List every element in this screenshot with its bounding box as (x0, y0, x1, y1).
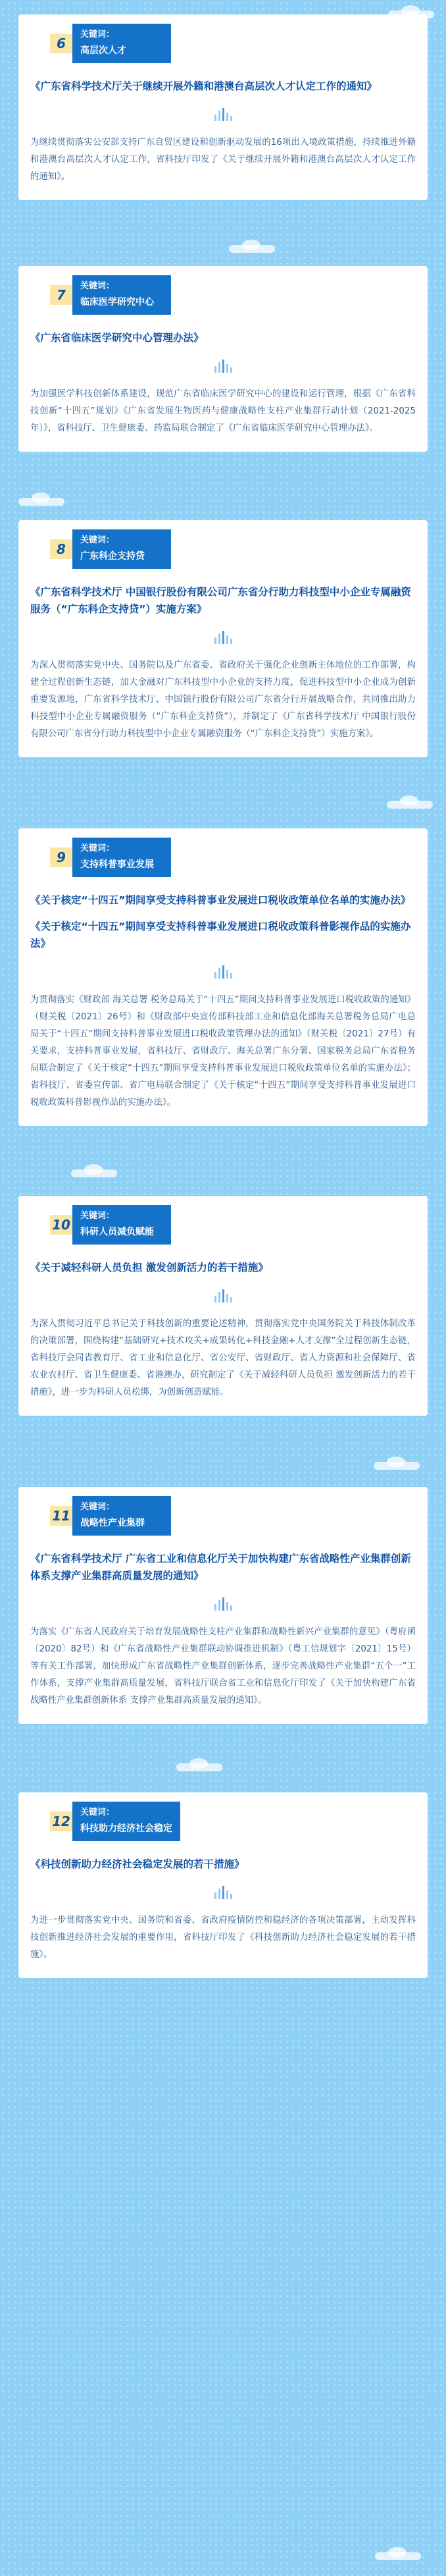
card-header (50, 24, 416, 63)
policy-card-9 (18, 828, 428, 1126)
keyword-tag (72, 24, 171, 63)
cloud-decoration (374, 1457, 420, 1470)
policy-card-11 (18, 1487, 428, 1724)
divider-icon (30, 964, 416, 979)
divider-icon (30, 358, 416, 373)
divider-icon (30, 107, 416, 121)
cloud-decoration (387, 795, 433, 809)
keyword-label: 关键词： (80, 30, 115, 40)
policy-description: 为贯彻落实《财政部 海关总署 税务总局关于“十四五”期间支持科普事业发展进口税收政策的通知》（财关税〔2021〕26号）和《财政部中央宣传部科技部工业和信息化部海关总署税务总局广电总局关于“十四五”期间支持科普事业发展进口税收政策管理办法的通知》（财关税〔2021〕27号）有关要求，支持科普事业发展，省科技厅、省财政厅、海关总署广东分署、国家税务总局广东省税务局联合制定了《关于核定“十四五”期间享受支持科普事业发展进口税收政策单位名单的实施办法》；省科技厅、省委宣传部、省广电局联合制定了《关于核定“十四五”期间享受支持科普事业发展进口税收政策科普影视作品的实施办法》。 (30, 995, 416, 1108)
keyword-value: 科技助力经济社会稳定 (80, 1823, 172, 1834)
policy-description: 为加强医学科技创新体系建设，规范广东省临床医学研究中心的建设和运行管理，根据《广东省科技创新“十四五”规划》《广东省发展生物医药与健康战略性支柱产业集群行动计划（2021-2025年）》，省科技厅、卫生健康委、药监局联合制定了《广东省临床医学研究中心管理办法》。 (30, 389, 416, 433)
section-number: 11 (50, 1506, 72, 1526)
keyword-tag (72, 838, 171, 877)
keyword-value: 高层次人才 (80, 45, 126, 56)
keyword-label: 关键词： (80, 844, 115, 853)
keyword-label: 关键词： (80, 1808, 115, 1817)
section-number: 8 (50, 539, 72, 559)
keyword-tag (72, 275, 171, 315)
keyword-value: 临床医学研究中心 (80, 297, 154, 308)
card-header (50, 529, 416, 569)
cloud-decoration (71, 1164, 117, 1177)
policy-title: 《关于减轻科研人员负担 激发创新活力的若干措施》 (30, 1262, 268, 1274)
keyword-tag (72, 1496, 171, 1536)
policy-card-10 (18, 1196, 428, 1416)
section-number: 12 (50, 1811, 72, 1831)
card-header (50, 1496, 416, 1536)
keyword-label: 关键词： (80, 535, 115, 545)
policy-title: 《关于核定“十四五”期间享受支持科普事业发展进口税收政策单位名单的实施办法》 (30, 894, 411, 906)
policy-title: 《关于核定“十四五”期间享受支持科普事业发展进口税收政策科普影视作品的实施办法》 (30, 921, 411, 950)
cloud-decoration (229, 240, 275, 253)
keyword-value: 战略性产业集群 (80, 1518, 145, 1528)
divider-icon (30, 1596, 416, 1611)
cloud-decoration (18, 493, 64, 506)
keyword-tag (72, 529, 171, 569)
policy-description: 为落实《广东省人民政府关于培育发展战略性支柱产业集群和战略性新兴产业集群的意见》（粤府函〔2020〕82号）和《广东省战略性产业集群联动协调推进机制》（粤工信规划字〔2021〕15号）等有关工作部署，加快形成广东省战略性产业集群创新体系，逐步完善战略性产业集群“五个一”工作体系，支撑产业集群高质量发展，省科技厅联合省工业和信息化厅印发了《关于加快构建广东省战略性产业集群创新体系 支撑产业集群高质量发展的通知》。 (30, 1627, 416, 1705)
policy-title: 《广东省科学技术厅 中国银行股份有限公司广东省分行助力科技型中小企业专属融资服务（“广东科企支持贷”）实施方案》 (30, 586, 411, 615)
card-header (50, 838, 416, 877)
divider-icon (30, 1885, 416, 1899)
card-header (50, 1802, 416, 1841)
section-number: 9 (50, 847, 72, 867)
keyword-value: 科研人员减负赋能 (80, 1227, 154, 1237)
cloud-decoration (176, 1758, 222, 1771)
divider-icon (30, 630, 416, 644)
keyword-label: 关键词： (80, 1502, 115, 1512)
section-number: 7 (50, 285, 72, 305)
section-number: 10 (50, 1215, 72, 1235)
keyword-label: 关键词： (80, 281, 115, 291)
policy-description: 为继续贯彻落实公安部支持广东自贸区建设和创新驱动发展的16项出入境政策措施，持续推进外籍和港澳台高层次人才认定工作，省科技厅印发了《关于继续开展外籍和港澳台高层次人才认定工作的通知》。 (30, 138, 416, 182)
cloud-decoration (375, 2547, 421, 2560)
policy-title: 《广东省科学技术厅 广东省工业和信息化厅关于加快构建广东省战略性产业集群创新体系支撑产业集群高质量发展的通知》 (30, 1553, 411, 1582)
policy-card-6 (18, 14, 428, 200)
keyword-tag (72, 1802, 180, 1841)
card-header (50, 1205, 416, 1245)
card-header (50, 275, 416, 315)
policy-title: 《科技创新助力经济社会稳定发展的若干措施》 (30, 1858, 245, 1870)
policy-card-7 (18, 266, 428, 452)
policy-card-12 (18, 1792, 428, 1978)
keyword-value: 广东科企支持贷 (80, 551, 145, 562)
keyword-tag (72, 1205, 171, 1245)
policy-description: 为深入贯彻落实党中央、国务院以及广东省委、省政府关于强化企业创新主体地位的工作部署，构建全过程创新生态链，加大金融对广东科技型中小企业的支持力度，促进科技型中小企业成为创新重要发源地，广东省科学技术厅、中国银行股份有限公司广东省分行开展战略合作，共同推出助力科技型中小企业专属融资服务（“广东科企支持贷”），并制定了《广东省科学技术厅 中国银行股份有限公司广东省分行助力科技型中小企业专属融资服务（“广东科企支持贷”）实施方案》。 (30, 660, 416, 739)
keyword-label: 关键词： (80, 1211, 115, 1221)
policy-title: 《广东省科学技术厅关于继续开展外籍和港澳台高层次人才认定工作的通知》 (30, 80, 378, 92)
section-number: 6 (50, 34, 72, 53)
divider-icon (30, 1288, 416, 1302)
keyword-value: 支持科普事业发展 (80, 859, 154, 870)
policy-description: 为深入贯彻习近平总书记关于科技创新的重要论述精神，贯彻落实党中央国务院关于科技体制改革的决策部署，围绕构建“基础研究+技术攻关+成果转化+科技金融+人才支撑”全过程创新生态链，省科技厅会同省教育厅、省工业和信息化厅、省公安厅、省财政厅、省人力资源和社会保障厅、省农业农村厅、省卫生健康委、省港澳办，研究制定了《关于减轻科研人员负担 激发创新活力的若干措施》，进一步为科研人员松绑，为创新创造赋能。 (30, 1319, 416, 1397)
policy-card-8 (18, 520, 428, 757)
policy-title: 《广东省临床医学研究中心管理办法》 (30, 332, 204, 344)
policy-description: 为进一步贯彻落实党中央、国务院和省委、省政府疫情防控和稳经济的各项决策部署，主动发挥科技创新推进经济社会发展的重要作用，省科技厅印发了《科技创新助力经济社会稳定发展的若干措施》。 (30, 1916, 416, 1960)
